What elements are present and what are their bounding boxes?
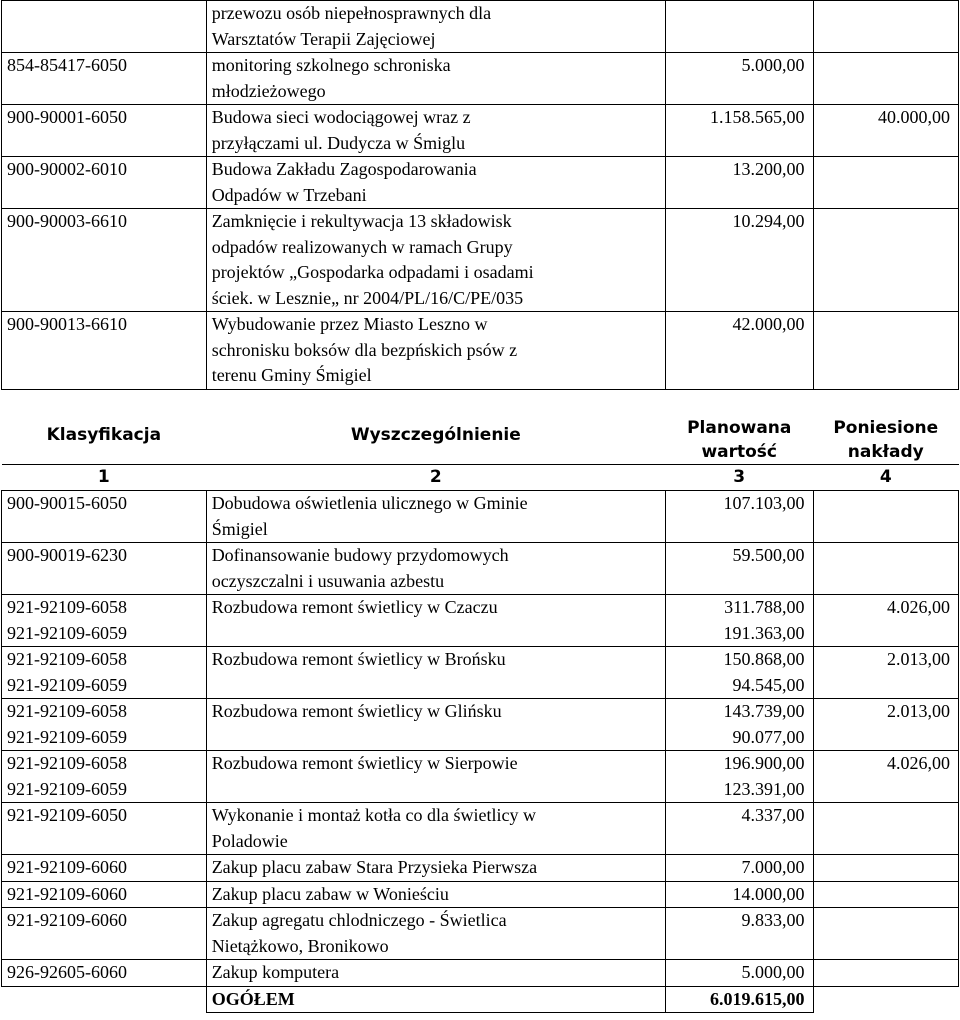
- description: [206, 751, 665, 803]
- table-row: [2, 105, 959, 157]
- incurred-costs-line: [819, 908, 951, 934]
- classification-code: [2, 699, 207, 751]
- classification-code-line: 921-92109-6060: [7, 910, 127, 930]
- incurred-costs-line: [819, 53, 951, 79]
- incurred-costs: [813, 595, 959, 647]
- planned-value-line: 311.788,00: [724, 597, 805, 617]
- column-index-row: [2, 465, 959, 491]
- planned-value-line: 13.200,00: [732, 159, 805, 179]
- header-planned-line1: Planowana: [687, 418, 792, 438]
- classification-code: 900-90013-6610: [2, 312, 207, 390]
- header-planned-line2: wartość: [701, 442, 777, 462]
- incurred-costs-line: [819, 157, 951, 183]
- planned-value: [665, 312, 813, 390]
- table-row: [2, 209, 959, 312]
- description: [206, 312, 665, 390]
- header-incurred-line2: nakłady: [847, 442, 924, 462]
- total-empty-cell: [813, 986, 959, 1013]
- table-row: [2, 1, 959, 53]
- classification-code-line: 900-90015-6050: [7, 493, 127, 513]
- classification-code-line: 921-92109-6058: [7, 753, 127, 773]
- description-line: Budowa sieci wodociągowej wraz z: [211, 107, 471, 127]
- table-row: [2, 960, 959, 987]
- classification-code-line: 921-92109-6059: [7, 778, 127, 799]
- description-line: Zamknięcie i rekultywacja 13 składowisk: [211, 211, 512, 231]
- planned-value: [665, 699, 813, 751]
- table-row: [2, 53, 959, 105]
- planned-value: [665, 751, 813, 803]
- planned-value-line: 10.294,00: [732, 211, 805, 231]
- classification-code: [2, 595, 207, 647]
- planned-value: [665, 1, 813, 53]
- planned-value-line: 5.000,00: [741, 962, 805, 982]
- table-row: [2, 751, 959, 803]
- incurred-costs: [813, 803, 959, 855]
- planned-value-line: 14.000,00: [732, 883, 805, 904]
- incurred-costs-line: [819, 1, 951, 27]
- description-line: Zakup komputera: [211, 962, 340, 982]
- header-incurred-costs: [813, 408, 959, 465]
- planned-value: [665, 855, 813, 882]
- description: [206, 803, 665, 855]
- table-row: [2, 803, 959, 855]
- classification-code: [2, 647, 207, 699]
- incurred-costs: [813, 855, 959, 882]
- table-row: [2, 595, 959, 647]
- description-line: Śmigiel: [211, 518, 268, 539]
- incurred-costs-line: [819, 882, 951, 908]
- classification-code-line: 921-92109-6059: [7, 622, 127, 643]
- incurred-costs-line: [819, 855, 951, 881]
- investment-table: [1, 408, 959, 1013]
- classification-code-line: 921-92109-6050: [7, 805, 127, 825]
- description: [206, 647, 665, 699]
- classification-code: 900-90001-6050: [2, 105, 207, 157]
- description: [206, 1, 665, 53]
- description: [206, 908, 665, 960]
- description-line: Rozbudowa remont świetlicy w Czaczu: [211, 597, 498, 617]
- description: [206, 157, 665, 209]
- classification-code: [2, 543, 207, 595]
- classification-code-line: 900-90019-6230: [7, 545, 127, 565]
- column-index-3: 3: [665, 465, 813, 491]
- incurred-costs-line: 4.026,00: [887, 753, 950, 773]
- planned-value-line: 94.545,00: [732, 674, 805, 695]
- description-line: Zakup agregatu chlodniczego - Świetlica: [211, 910, 507, 930]
- total-value: 6.019.615,00: [665, 986, 813, 1013]
- incurred-costs: [813, 543, 959, 595]
- planned-value: [665, 881, 813, 908]
- description-line: Rozbudowa remont świetlicy w Glińsku: [211, 701, 502, 721]
- incurred-costs-line: [819, 960, 951, 986]
- description-line: Wybudowanie przez Miasto Leszno w: [211, 314, 488, 334]
- header-planned-value: [665, 408, 813, 465]
- planned-value: [665, 105, 813, 157]
- classification-code: [2, 751, 207, 803]
- planned-value: [665, 157, 813, 209]
- header-description: Wyszczególnienie: [350, 425, 521, 446]
- incurred-costs: [813, 312, 959, 390]
- planned-value: [665, 908, 813, 960]
- description-line: Wykonanie i montaż kotła co dla świetlicy w: [211, 805, 537, 825]
- incurred-costs: [813, 209, 959, 312]
- classification-code-line: 921-92109-6059: [7, 674, 127, 695]
- description: [206, 105, 665, 157]
- classification-code-line: 921-92109-6060: [7, 883, 127, 904]
- description: [206, 53, 665, 105]
- incurred-costs: [813, 157, 959, 209]
- incurred-costs: [813, 1, 959, 53]
- description-line: projektów „Gospodarka odpadami i osadami: [211, 262, 534, 282]
- description-line: monitoring szkolnego schroniska: [211, 55, 451, 75]
- planned-value: [665, 960, 813, 987]
- classification-code: [2, 491, 207, 543]
- classification-code: [2, 960, 207, 987]
- classification-code-line: 921-92109-6060: [7, 857, 127, 877]
- description-line: terenu Gminy Śmigiel: [211, 365, 372, 385]
- description-line: młodzieżowego: [211, 80, 326, 101]
- incurred-costs: [813, 881, 959, 908]
- incurred-costs-line: 40.000,00: [878, 107, 950, 127]
- planned-value: [665, 491, 813, 543]
- incurred-costs-line: [819, 543, 951, 569]
- incurred-costs: [813, 960, 959, 987]
- incurred-costs-line: [819, 803, 951, 829]
- planned-value-line: 196.900,00: [723, 753, 805, 773]
- table-row: [2, 157, 959, 209]
- description-line: przewozu osób niepełnosprawnych dla: [211, 3, 492, 23]
- classification-code-line: 926-92605-6060: [7, 962, 127, 982]
- planned-value-line: 42.000,00: [732, 314, 805, 334]
- description-line: odpadów realizowanych w ramach Grupy: [211, 236, 513, 257]
- description: [206, 855, 665, 882]
- description: [206, 595, 665, 647]
- planned-value-line: 90.077,00: [732, 726, 805, 747]
- description: [206, 209, 665, 312]
- description-line: oczyszczalni i usuwania azbestu: [211, 570, 445, 591]
- table-row: [2, 312, 959, 390]
- classification-code: 900-90003-6610: [2, 209, 207, 312]
- incurred-costs-line: [819, 312, 951, 338]
- planned-value: [665, 53, 813, 105]
- description-line: ściek. w Lesznie„ nr 2004/PL/16/C/PE/035: [211, 287, 524, 308]
- planned-value-line: 59.500,00: [732, 545, 805, 565]
- description: [206, 543, 665, 595]
- classification-code: [2, 881, 207, 908]
- description-line: schronisku boksów dla bezpńskich psów z: [211, 339, 518, 360]
- total-label: OGÓŁEM: [206, 986, 665, 1013]
- planned-value-line: 1.158.565,00: [710, 107, 805, 127]
- incurred-costs: [813, 699, 959, 751]
- classification-code: [2, 1, 207, 53]
- incurred-costs: [813, 53, 959, 105]
- table-row: [2, 855, 959, 882]
- planned-value-line: 107.103,00: [723, 493, 805, 513]
- description-line: Odpadów w Trzebani: [211, 184, 367, 205]
- table-row: [2, 491, 959, 543]
- description-line: Dobudowa oświetlenia ulicznego w Gminie: [211, 493, 528, 513]
- incurred-costs: [813, 751, 959, 803]
- table-row: [2, 647, 959, 699]
- description-line: Nietążkowo, Bronikowo: [211, 935, 389, 956]
- planned-value: [665, 543, 813, 595]
- total-empty-cell: [2, 986, 207, 1013]
- total-row: [2, 986, 959, 1013]
- investment-table-continued: [1, 0, 959, 390]
- description-line: przyłączami ul. Dudycza w Śmiglu: [211, 132, 466, 153]
- incurred-costs-line: 4.026,00: [887, 597, 950, 617]
- table-row: [2, 908, 959, 960]
- classification-code-line: 921-92109-6058: [7, 701, 127, 721]
- header-incurred-line1: Poniesione: [833, 418, 939, 438]
- incurred-costs-line: [819, 491, 951, 517]
- table-row: [2, 543, 959, 595]
- description-line: Dofinansowanie budowy przydomowych: [211, 545, 509, 565]
- classification-code: 854-85417-6050: [2, 53, 207, 105]
- table-header-row: [2, 408, 959, 465]
- description-line: Zakup placu zabaw w Wonieściu: [211, 883, 449, 904]
- planned-value-line: 9.833,00: [741, 910, 805, 930]
- incurred-costs-line: 2.013,00: [887, 701, 950, 721]
- planned-value-line: 150.868,00: [723, 649, 805, 669]
- classification-code-line: 921-92109-6058: [7, 649, 127, 669]
- planned-value-line: 4.337,00: [741, 805, 805, 825]
- planned-value: [665, 595, 813, 647]
- incurred-costs: [813, 491, 959, 543]
- classification-code: [2, 908, 207, 960]
- column-index-2: 2: [206, 465, 665, 491]
- planned-value-line: 123.391,00: [723, 778, 805, 799]
- planned-value: [665, 803, 813, 855]
- table-row: [2, 699, 959, 751]
- incurred-costs-line: [819, 209, 951, 235]
- header-classification: Klasyfikacja: [46, 425, 162, 446]
- planned-value-line: 143.739,00: [723, 701, 805, 721]
- table-row: [2, 881, 959, 908]
- planned-value: [665, 647, 813, 699]
- description-line: Warsztatów Terapii Zajęciowej: [211, 28, 436, 49]
- description-line: Rozbudowa remont świetlicy w Sierpowie: [211, 753, 518, 773]
- incurred-costs: [813, 647, 959, 699]
- classification-code: [2, 803, 207, 855]
- description: [206, 881, 665, 908]
- planned-value-line: 7.000,00: [741, 857, 805, 877]
- description-line: Budowa Zakładu Zagospodarowania: [211, 159, 477, 179]
- classification-code-line: 921-92109-6058: [7, 597, 127, 617]
- description-line: Zakup placu zabaw Stara Przysieka Pierwsza: [211, 857, 538, 877]
- planned-value-line: 191.363,00: [723, 622, 805, 643]
- classification-code: 900-90002-6010: [2, 157, 207, 209]
- column-index-4: 4: [813, 465, 959, 491]
- planned-value-line: [671, 1, 805, 27]
- classification-code: [2, 855, 207, 882]
- description: [206, 960, 665, 987]
- incurred-costs: [813, 105, 959, 157]
- incurred-costs-line: 2.013,00: [887, 649, 950, 669]
- description-line: Rozbudowa remont świetlicy w Brońsku: [211, 649, 506, 669]
- classification-code-line: 921-92109-6059: [7, 726, 127, 747]
- planned-value: [665, 209, 813, 312]
- description: [206, 491, 665, 543]
- incurred-costs: [813, 908, 959, 960]
- description-line: Poladowie: [211, 830, 288, 851]
- column-index-1: 1: [2, 465, 207, 491]
- planned-value-line: 5.000,00: [741, 55, 805, 75]
- description: [206, 699, 665, 751]
